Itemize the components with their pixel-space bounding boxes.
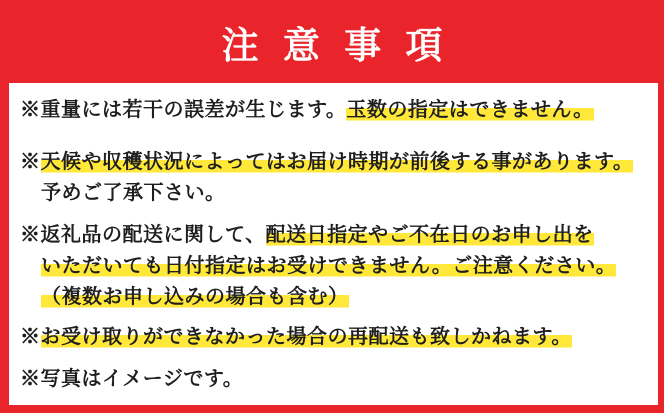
note-text-highlighted: お受け取りができなかった場合の再配送も致しかねます。: [40, 326, 572, 348]
note-marker: ※: [20, 224, 41, 246]
note-text: 返礼品の配送に関して、: [40, 224, 266, 246]
note-text-highlighted: 配送日指定やご不在日のお申し出を: [265, 224, 594, 246]
note-text-highlighted: 玉数の指定はできません。: [346, 99, 594, 121]
page-title: 注 意 事 項: [221, 24, 450, 66]
notice-content: [9, 83, 658, 405]
note-item: [20, 364, 652, 395]
note-text: 写真はイメージです。: [40, 368, 244, 390]
note-text-highlighted: いただいても日付指定はお受けできません。ご注意ください。: [41, 255, 617, 277]
note-marker: ※: [20, 326, 41, 348]
note-marker: ※: [20, 151, 41, 173]
note-marker: ※: [20, 368, 41, 390]
notice-header: [0, 0, 664, 83]
note-text: 重量には若干の誤差が生じます。: [40, 99, 347, 121]
note-text-highlighted: （複数お申し込みの場合も含む）: [41, 286, 349, 308]
note-text: 予めご了承下さい。: [41, 182, 226, 204]
note-marker: ※: [20, 99, 41, 121]
notes-list: [20, 95, 652, 395]
note-item: [20, 322, 652, 353]
note-item: [20, 220, 652, 313]
note-item: [20, 95, 652, 126]
note-text-highlighted: 天候や収穫状況によってはお届け時期が前後する事があります。: [40, 151, 634, 173]
note-item: [20, 147, 652, 209]
